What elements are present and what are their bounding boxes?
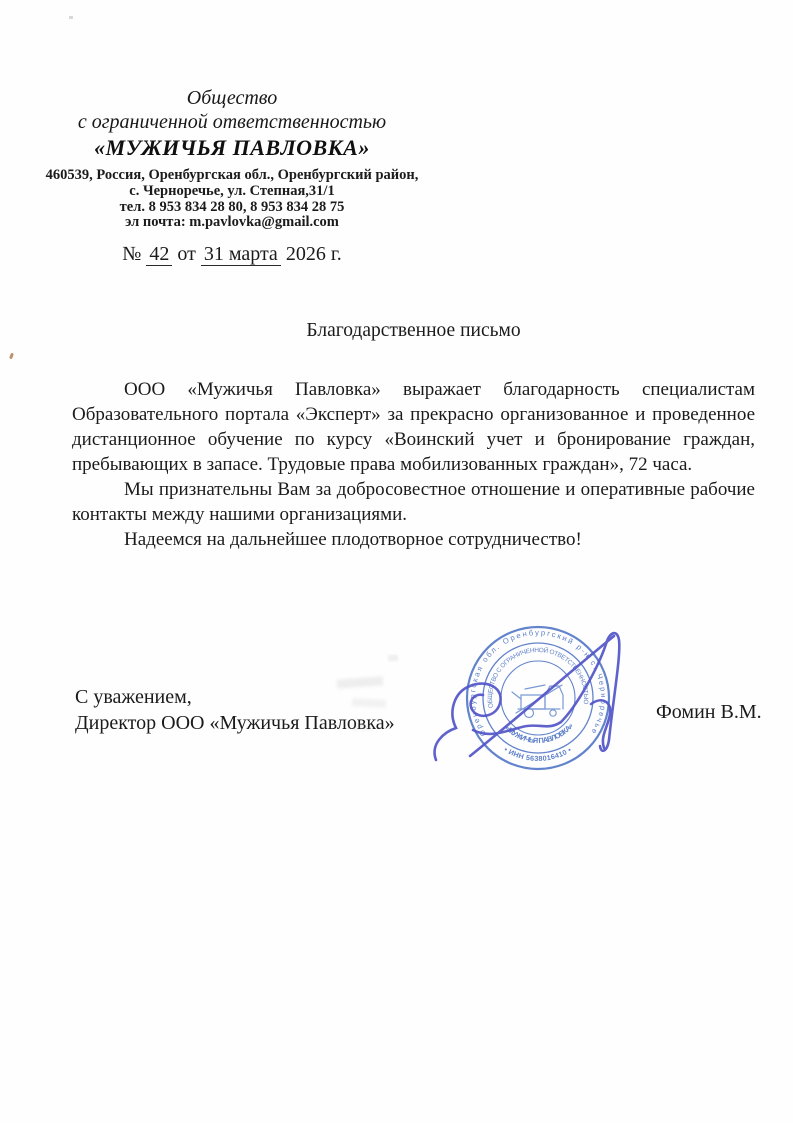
closing-line: С уважением, [75, 686, 192, 708]
ref-number: 42 [146, 243, 172, 266]
scan-smudge [388, 655, 398, 661]
email-line: эл почта: m.pavlovka@gmail.com [125, 214, 339, 231]
body-paragraph: Надеемся на дальнейшее плодотворное сотрудничество! [124, 529, 582, 550]
stamp-inner-top-text: ОБЩЕСТВО С ОГРАНИЧЕННОЙ ОТВЕТСТВЕННОСТЬЮ [486, 647, 590, 709]
handwritten-signature [425, 615, 640, 790]
letter-body [72, 377, 755, 552]
body-paragraph: ООО «Мужичья Павловка» выражает благодарность специалистам Образовательного портала «Эксперт» за прекрасно организованное и проведенное дистанционное обучение по курсу «Воинский учет и бронирование граждан, пребывающих в запасе. Трудовые права мобилизованных граждан», 72 часа. [72, 379, 755, 475]
signature-strokes [425, 615, 640, 790]
address-line-2: с. Черноречье, ул. Степная,31/1 [129, 182, 335, 199]
stamp-company-text: «МУЖИЧЬЯ ПАВЛОВКА» [503, 721, 576, 746]
scan-speck [69, 16, 73, 19]
signer-name: Фомин В.М. [656, 701, 762, 723]
scan-speck [9, 353, 14, 360]
ref-middle: от [177, 243, 196, 265]
org-type-line-2: с ограниченной ответственностью [77, 111, 387, 133]
stamp-outer-top-text: Оренбургская обл. Оренбургский р-н с. Черноречье [467, 628, 609, 739]
phone-line: тел. 8 953 834 28 80, 8 953 834 28 75 [119, 198, 345, 215]
stamp-inn-text: • ИНН 5638016410 • [502, 744, 573, 763]
ref-suffix: 2026 г. [285, 243, 342, 265]
company-name: «МУЖИЧЬЯ ПАВЛОВКА» [94, 135, 370, 160]
position-line: Директор ООО «Мужичья Павловка» [75, 712, 395, 734]
letterhead [0, 86, 464, 231]
body-paragraph: Мы признательны Вам за добросовестное отношение и оперативные рабочие контакты между нашими организациями. [72, 479, 755, 525]
ref-prefix: № [122, 243, 142, 265]
ref-date: 31 марта [201, 243, 281, 266]
letterhead-address [0, 168, 464, 231]
closing-block [75, 684, 395, 736]
org-type-line-1: Общество [186, 87, 278, 109]
letter-title: Благодарственное письмо [306, 320, 521, 341]
address-line-1: 460539, Россия, Оренбургская обл., Оренбургский район, [45, 167, 419, 183]
reference-line [0, 243, 464, 266]
